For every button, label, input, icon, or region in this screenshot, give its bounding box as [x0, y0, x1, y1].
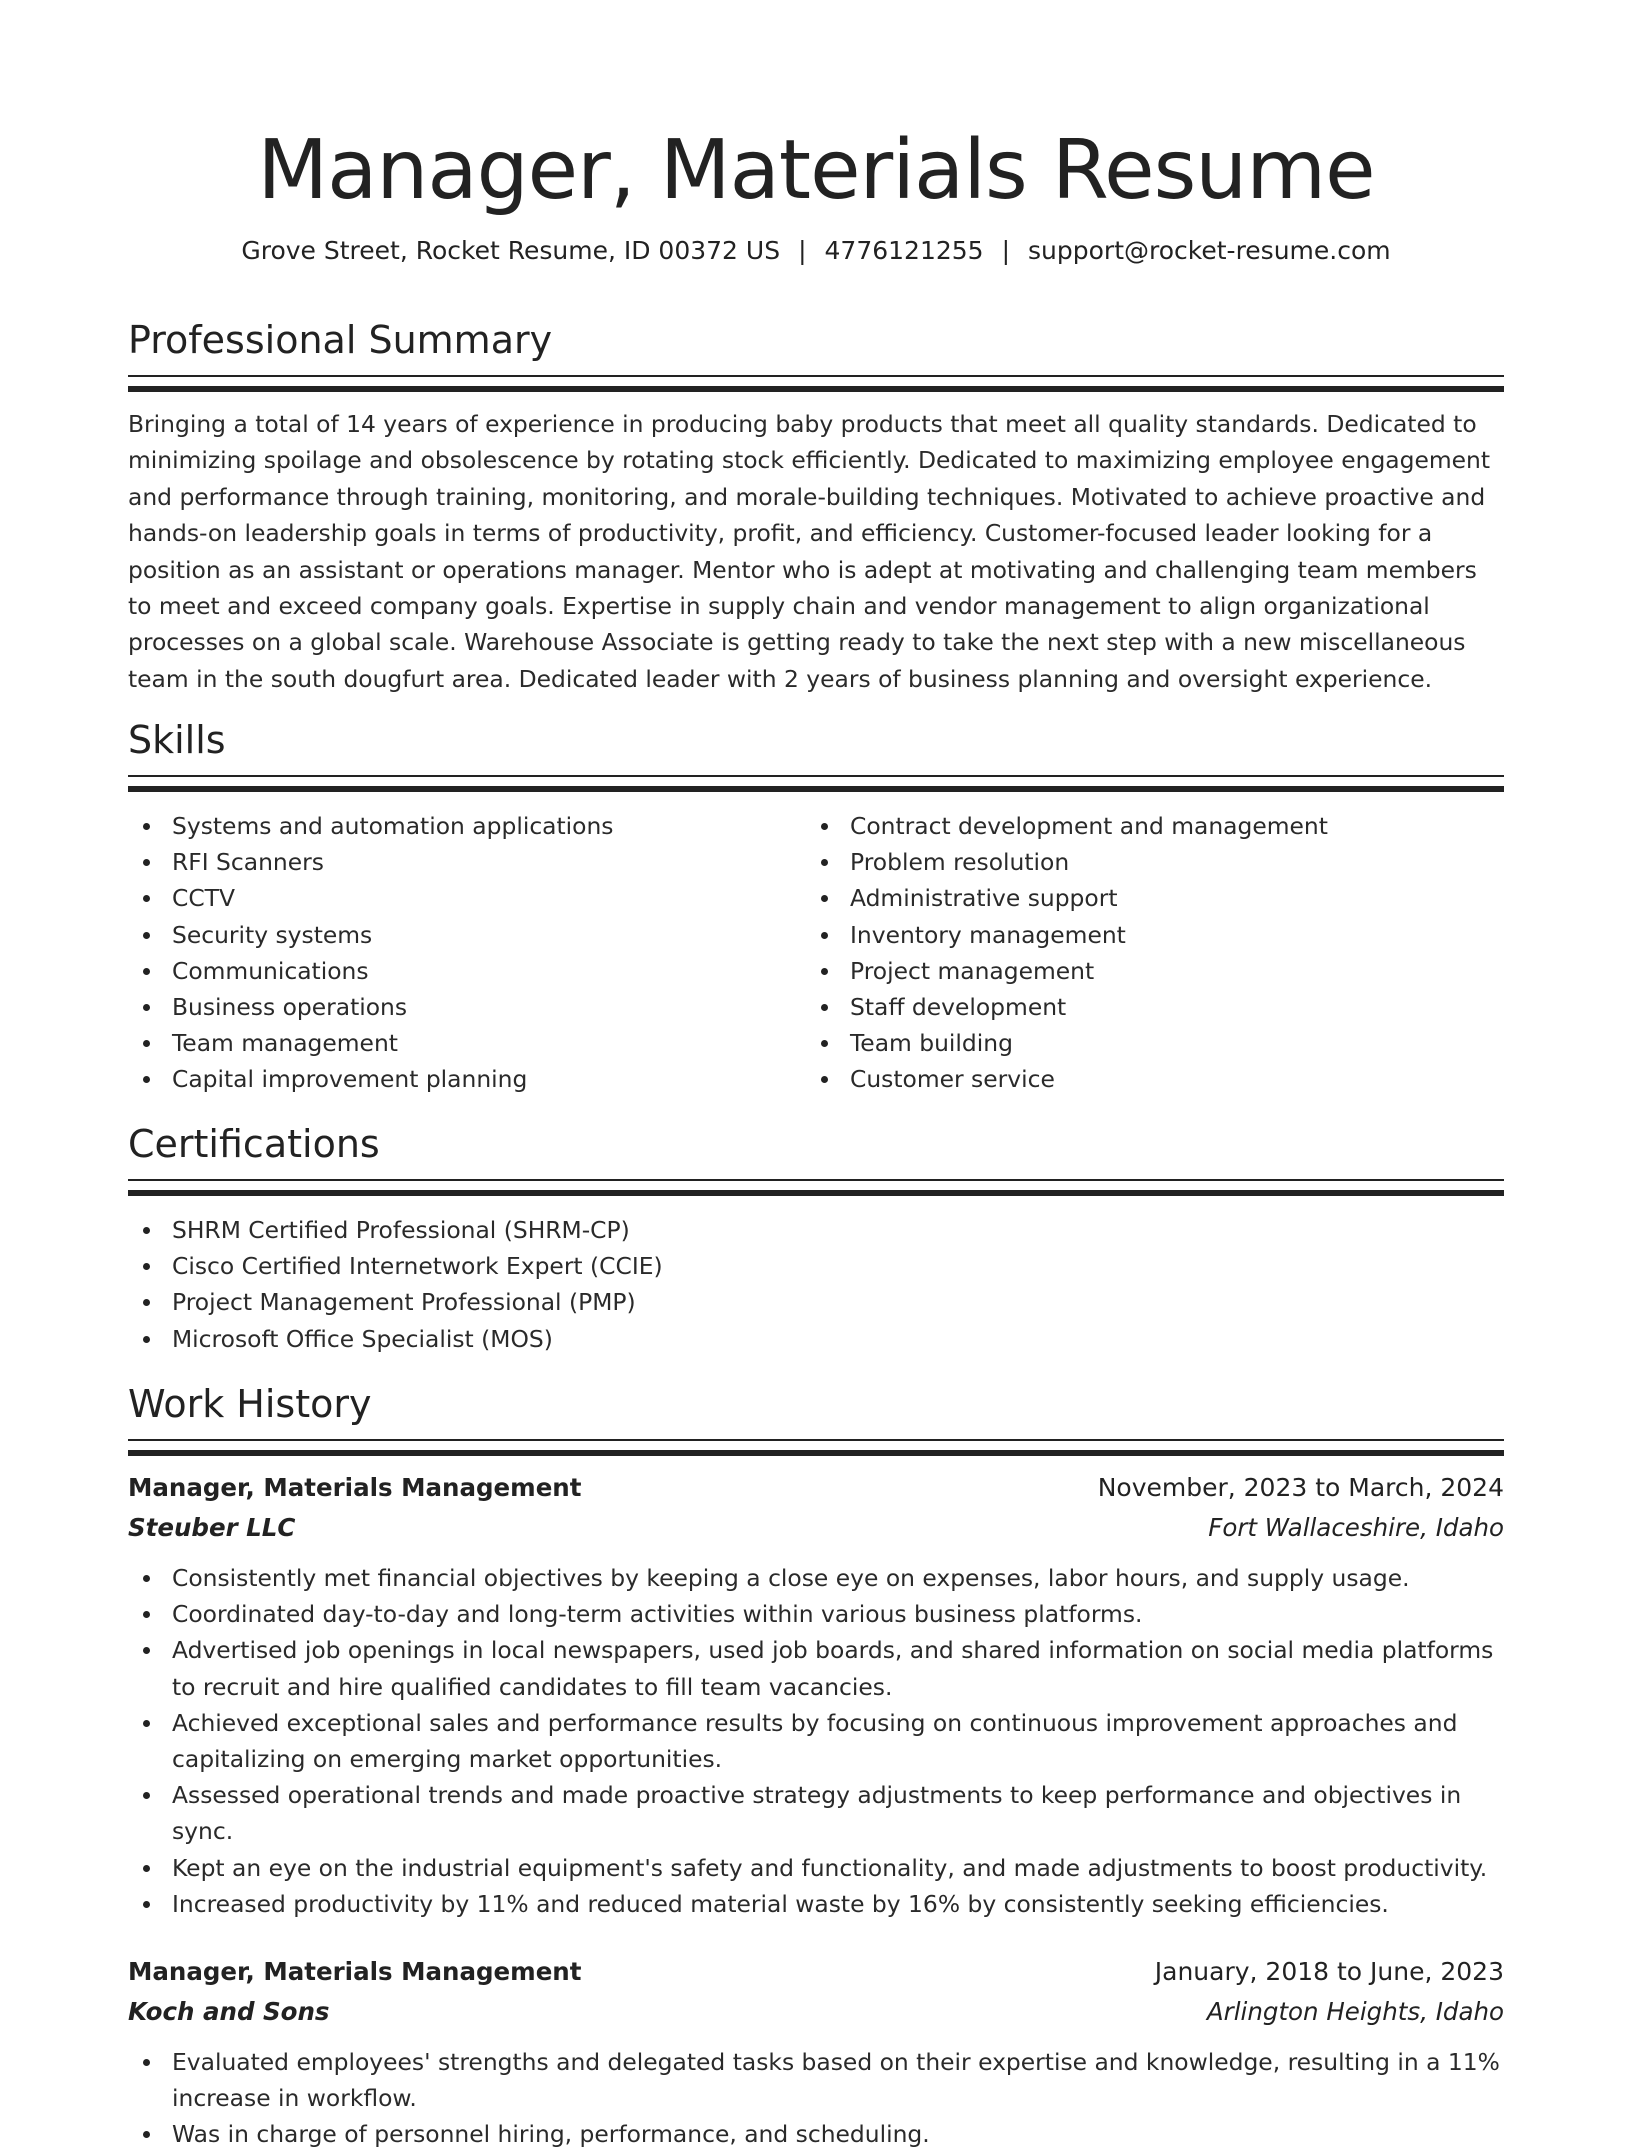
- job-bullet: Advertised job openings in local newspapers, used job boards, and shared information on social media platforms to recruit and hire qualified candidates to fill team vacancies.: [128, 1632, 1504, 1704]
- section-divider: [128, 1439, 1504, 1456]
- skill-item: Project management: [806, 953, 1484, 989]
- skill-item: Business operations: [128, 989, 806, 1025]
- job-bullets: [128, 2044, 1504, 2153]
- job-entry: [128, 1952, 1504, 2153]
- job-bullet: Evaluated employees' strengths and delegated tasks based on their expertise and knowledge, resulting in a 11% increase in workflow.: [128, 2044, 1504, 2116]
- certifications-list: [128, 1212, 1504, 1357]
- job-bullet: Achieved exceptional sales and performance results by focusing on continuous improvement approaches and capitalizing on emerging market opportunities.: [128, 1705, 1504, 1777]
- section-divider: [128, 775, 1504, 792]
- job-bullet: Kept an eye on the industrial equipment's safety and functionality, and made adjustments to boost productivity.: [128, 1850, 1504, 1886]
- skill-item: Administrative support: [806, 880, 1484, 916]
- job-dates: November, 2023 to March, 2024: [1097, 1473, 1504, 1502]
- job-bullet: Increased productivity by 11% and reduced material waste by 16% by consistently seeking efficiencies.: [128, 1886, 1504, 1922]
- skill-item: Capital improvement planning: [128, 1061, 806, 1097]
- skill-item: Contract development and management: [806, 808, 1484, 844]
- contact-email: support@rocket-resume.com: [1028, 236, 1391, 265]
- summary-text: Bringing a total of 14 years of experience in producing baby products that meet all quality standards. Dedicated to minimizing spoilage and obsolescence by rotating stock efficiently. Dedicated to maximizing employee engagement and performance through training, monitoring, and morale-building techniques. Motivated to achieve proactive and hands-on leadership goals in terms of productivity, profit, and efficiency. Customer-focused leader looking for a position as an assistant or operations manager. Mentor who is adept at motivating and challenging team members to meet and exceed company goals. Expertise in supply chain and vendor management to align organizational processes on a global scale. Warehouse Associate is getting ready to take the next step with a new miscellaneous team in the south dougfurt area. Dedicated leader with 2 years of business planning and oversight experience.: [128, 410, 1491, 693]
- certification-item: Cisco Certified Internetwork Expert (CCIE): [128, 1248, 1504, 1284]
- contact-separator: |: [1001, 236, 1011, 265]
- job-header: [128, 1952, 1504, 1992]
- skill-item: Team management: [128, 1025, 806, 1061]
- skills-list-right: [806, 808, 1484, 1098]
- job-bullet: Assessed operational trends and made proactive strategy adjustments to keep performance and objectives in sync.: [128, 1777, 1504, 1849]
- job-location: Arlington Heights, Idaho: [1206, 1997, 1504, 2027]
- certification-item: SHRM Certified Professional (SHRM-CP): [128, 1212, 1504, 1248]
- job-company: Koch and Sons: [128, 1997, 330, 2027]
- job-subheader: [128, 1508, 1504, 1548]
- job-header: [128, 1468, 1504, 1508]
- skill-item: Problem resolution: [806, 844, 1484, 880]
- job-location: Fort Wallaceshire, Idaho: [1208, 1513, 1504, 1542]
- job-subheader: [128, 1992, 1504, 2032]
- work-history-section: [128, 1380, 1504, 2153]
- skills-columns: [128, 808, 1504, 1098]
- section-title-skills: Skills: [128, 718, 226, 762]
- summary-section: [128, 316, 1504, 721]
- certification-item: Project Management Professional (PMP): [128, 1284, 1504, 1320]
- skill-item: Team building: [806, 1025, 1484, 1061]
- skill-item: Customer service: [806, 1061, 1484, 1097]
- job-dates: January, 2018 to June, 2023: [1154, 1957, 1504, 1987]
- section-title-certifications: Certifications: [128, 1122, 380, 1166]
- skill-item: Security systems: [128, 917, 806, 953]
- job-bullet: Coordinated day-to-day and long-term activities within various business platforms.: [128, 1596, 1504, 1632]
- resume-title: Manager, Materials Resume: [257, 123, 1375, 218]
- resume-page: [128, 0, 1504, 2149]
- contact-separator: |: [798, 236, 807, 265]
- skill-item: Inventory management: [806, 917, 1484, 953]
- certifications-section: [128, 1120, 1504, 1357]
- section-divider: [128, 1179, 1504, 1196]
- skill-item: CCTV: [128, 880, 806, 916]
- skills-section: [128, 716, 1504, 1098]
- job-title: Manager, Materials Management: [128, 1957, 582, 1987]
- skill-item: RFI Scanners: [128, 844, 806, 880]
- skills-list-left: [128, 808, 806, 1098]
- skill-item: Staff development: [806, 989, 1484, 1025]
- contact-address: Grove Street, Rocket Resume, ID 00372 US: [241, 236, 781, 265]
- section-divider: [128, 375, 1504, 392]
- skill-item: Systems and automation applications: [128, 808, 806, 844]
- section-title-summary: Professional Summary: [128, 318, 553, 362]
- job-bullet: Consistently met financial objectives by keeping a close eye on expenses, labor hours, and supply usage.: [128, 1560, 1504, 1596]
- section-title-work-history: Work History: [128, 1382, 372, 1426]
- job-company: Steuber LLC: [128, 1513, 296, 1542]
- certification-item: Microsoft Office Specialist (MOS): [128, 1321, 1504, 1357]
- job-bullet: Was in charge of personnel hiring, performance, and scheduling.: [128, 2116, 1504, 2152]
- skill-item: Communications: [128, 953, 806, 989]
- job-bullets: [128, 1560, 1504, 1922]
- job-entry: [128, 1468, 1504, 1922]
- job-title: Manager, Materials Management: [128, 1473, 582, 1502]
- contact-line: [128, 234, 1504, 268]
- contact-phone: 4776121255: [824, 236, 984, 265]
